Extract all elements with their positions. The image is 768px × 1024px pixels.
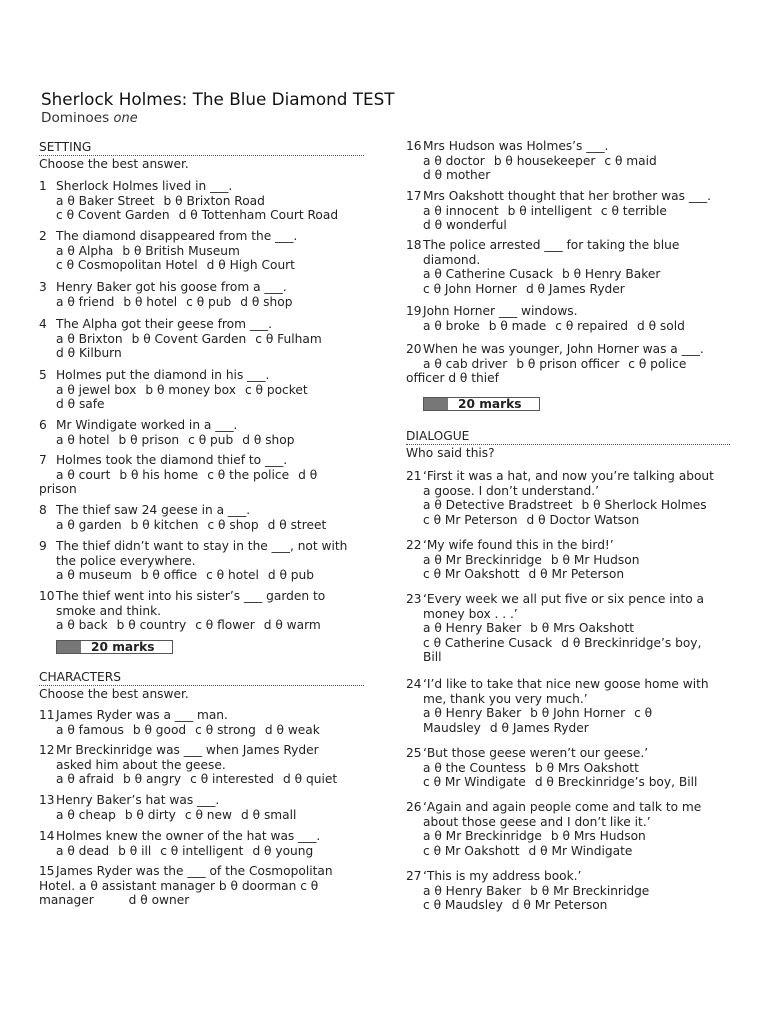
question-23 <box>406 592 730 665</box>
series-level: one <box>113 111 138 126</box>
answer-option[interactable]: d θ wonderful <box>423 218 507 232</box>
question-21 <box>406 469 730 527</box>
answer-options-row <box>56 772 364 787</box>
answer-option[interactable]: c θ Mr Oakshott <box>423 843 520 858</box>
answer-option[interactable]: a θ garden <box>56 517 122 532</box>
answer-option[interactable]: a θ Alpha <box>56 243 114 258</box>
question-text: Mrs Oakshott thought that her brother was ___. <box>423 189 711 203</box>
answer-option[interactable]: b θ British Museum <box>122 243 240 258</box>
answer-options-row <box>423 154 730 169</box>
answer-options-row <box>423 357 730 372</box>
question-number: 6 <box>39 418 47 432</box>
question-text: ‘But those geese weren’t our geese.’ <box>423 746 649 760</box>
question-number: 1 <box>39 179 47 193</box>
answer-options-row <box>423 168 730 183</box>
answer-options-row <box>423 567 730 582</box>
answer-options-row <box>423 721 730 736</box>
answer-options-row <box>56 397 364 412</box>
answer-option[interactable]: a θ doctor <box>423 153 485 168</box>
answer-option[interactable]: d θ weak <box>264 722 320 737</box>
question-text: Mr Breckinridge was ___ when James Ryder <box>56 743 319 757</box>
question-17 <box>406 189 730 233</box>
question-11 <box>39 708 364 737</box>
question-text: James Ryder was a ___ man. <box>56 708 228 722</box>
question-text: ‘First it was a hat, and now you’re talking about <box>423 469 714 483</box>
answer-options-row <box>423 621 730 636</box>
marks-label-setting: 20 marks <box>91 640 155 654</box>
question-18 <box>406 238 730 296</box>
answer-option-tail[interactable]: officer d θ thief <box>406 371 499 385</box>
answer-option[interactable]: b θ dirty <box>124 807 176 822</box>
answer-option[interactable]: c θ the police <box>207 467 290 482</box>
answer-option[interactable]: d θ Mr Peterson <box>511 898 608 912</box>
answer-options-row <box>56 295 364 310</box>
answer-options-row <box>423 650 730 665</box>
question-22 <box>406 538 730 582</box>
question-number: 18 <box>406 238 422 252</box>
answer-option[interactable]: d θ small <box>241 807 297 822</box>
answer-option[interactable]: a θ afraid <box>56 772 115 786</box>
question-number: 22 <box>406 538 422 552</box>
answer-option[interactable]: b θ Sherlock Holmes <box>581 498 707 512</box>
answer-option[interactable]: d θ shop <box>240 294 293 309</box>
answer-option[interactable]: c θ Maudsley <box>423 898 503 912</box>
question-number: 13 <box>39 793 55 807</box>
answer-option[interactable]: c θ hotel <box>206 568 259 582</box>
answer-options-row <box>56 568 364 583</box>
answer-option[interactable]: b θ John Horner <box>530 706 626 720</box>
question-2 <box>39 229 364 273</box>
answer-option[interactable]: b θ kitchen <box>130 517 199 532</box>
answer-option[interactable]: d θ <box>298 467 318 482</box>
question-text: Holmes took the diamond thief to ___. <box>56 453 288 467</box>
answer-options-row <box>56 618 364 633</box>
answer-option[interactable]: d θ sold <box>636 318 685 333</box>
question-number: 21 <box>406 469 422 483</box>
question-number: 10 <box>39 589 55 603</box>
answer-option[interactable]: a θ court <box>56 467 111 482</box>
answer-options-row <box>56 844 364 859</box>
question-text: the police everywhere. <box>56 553 196 568</box>
answer-option[interactable]: b θ Henry Baker <box>561 267 661 281</box>
answer-option[interactable]: a θ friend <box>56 294 115 309</box>
answer-options-row <box>423 636 730 651</box>
question-text: The thief didn’t want to stay in the ___, not with <box>56 539 348 553</box>
answer-option[interactable]: b θ his home <box>119 467 199 482</box>
section-heading-setting: SETTING <box>39 140 364 156</box>
answer-option[interactable]: b θ made <box>488 318 547 333</box>
question-19 <box>406 304 730 333</box>
answer-option[interactable]: d θ Kilburn <box>56 346 122 360</box>
answer-options-row <box>56 258 364 273</box>
answer-option[interactable]: c θ pub <box>188 432 234 447</box>
answer-option[interactable]: d θ safe <box>56 397 105 411</box>
answer-option[interactable]: d θ Tottenham Court Road <box>178 208 339 222</box>
answer-options-row <box>56 518 364 533</box>
answer-options-flow[interactable]: Hotel. a θ assistant manager b θ doorman c θ <box>39 878 319 893</box>
question-number: 3 <box>39 280 47 294</box>
answer-option[interactable]: b θ office <box>140 568 198 582</box>
question-number: 17 <box>406 189 422 203</box>
answer-option[interactable]: c θ John Horner <box>423 281 517 296</box>
answer-option[interactable]: c θ new <box>184 807 232 822</box>
answer-option[interactable]: a θ back <box>56 618 108 632</box>
question-number: 4 <box>39 317 47 331</box>
question-9 <box>39 539 364 583</box>
answer-option[interactable]: a θ museum <box>56 568 132 582</box>
answer-option[interactable]: a θ innocent <box>423 203 499 218</box>
question-8 <box>39 503 364 532</box>
question-number: 12 <box>39 743 55 757</box>
question-text: ‘Every week we all put five or six pence into a <box>423 592 704 606</box>
answer-option[interactable]: d θ Doctor Watson <box>526 512 640 527</box>
answer-option[interactable]: b θ Covent Garden <box>131 331 247 346</box>
question-1 <box>39 179 364 223</box>
question-25 <box>406 746 730 790</box>
question-number: 15 <box>39 864 55 878</box>
marks-box-right <box>423 397 540 411</box>
instruction-setting: Choose the best answer. <box>39 157 189 171</box>
answer-option[interactable]: a θ cheap <box>56 807 116 822</box>
answer-option[interactable]: a θ famous <box>56 722 124 737</box>
answer-option[interactable]: c θ Fulham <box>255 331 322 346</box>
instruction-characters: Choose the best answer. <box>39 687 189 701</box>
answer-option[interactable]: a θ Henry Baker <box>423 706 522 720</box>
answer-option[interactable]: c θ pub <box>186 294 232 309</box>
answer-options-row <box>423 706 730 721</box>
answer-option[interactable]: a θ hotel <box>56 432 110 447</box>
answer-option[interactable]: b θ ill <box>118 843 152 858</box>
answer-option[interactable]: b θ prison officer <box>516 356 620 371</box>
question-12 <box>39 743 364 787</box>
answer-option[interactable]: a θ jewel box <box>56 382 137 397</box>
question-3 <box>39 280 364 309</box>
answer-option[interactable]: c θ shop <box>207 517 259 532</box>
answer-options-row <box>423 218 730 233</box>
answer-option[interactable]: b θ intelligent <box>507 203 592 218</box>
question-number: 23 <box>406 592 422 606</box>
page-title: Sherlock Holmes: The Blue Diamond TEST <box>41 89 395 109</box>
answer-option[interactable]: d θ High Court <box>206 258 295 272</box>
answer-options-row <box>56 723 364 738</box>
answer-option[interactable]: d θ mother <box>423 168 491 182</box>
question-7 <box>39 453 364 497</box>
answer-option[interactable]: b θ good <box>132 722 187 737</box>
question-text: James Ryder was the ___ of the Cosmopolitan <box>56 864 333 878</box>
answer-option[interactable]: a θ Brixton <box>56 331 123 346</box>
answer-option[interactable]: b θ Mrs Oakshott <box>530 621 635 635</box>
answer-options-row <box>56 383 364 398</box>
question-text: smoke and think. <box>56 603 162 618</box>
answer-options-row <box>423 898 730 913</box>
answer-option[interactable]: c θ Cosmopolitan Hotel <box>56 258 198 272</box>
question-number: 16 <box>406 139 422 153</box>
answer-option[interactable]: c θ pocket <box>244 382 308 397</box>
question-text: Holmes knew the owner of the hat was ___. <box>56 829 321 843</box>
question-number: 11 <box>39 708 55 722</box>
question-number: 7 <box>39 453 47 467</box>
answer-option[interactable]: a θ Baker Street <box>56 193 155 208</box>
answer-option[interactable]: d θ Breckinridge’s boy, <box>561 635 702 650</box>
answer-option[interactable]: d θ pub <box>267 568 314 582</box>
answer-option[interactable]: a θ broke <box>423 318 480 333</box>
answer-option[interactable]: b θ Mr Hudson <box>550 552 640 567</box>
answer-option[interactable]: d θ Mr Peterson <box>528 567 625 581</box>
question-number: 14 <box>39 829 55 843</box>
question-text: The thief went into his sister’s ___ garden to <box>56 589 326 603</box>
section-heading-dialogue: DIALOGUE <box>406 429 730 445</box>
question-text: money box . . .’ <box>423 606 518 621</box>
question-number: 2 <box>39 229 47 243</box>
answer-options-row <box>423 844 730 859</box>
answer-option[interactable]: c θ strong <box>195 722 256 737</box>
answer-options-row <box>423 319 730 334</box>
question-13 <box>39 793 364 822</box>
answer-option[interactable]: c θ interested <box>190 772 275 786</box>
answer-option[interactable]: Bill <box>423 650 442 664</box>
question-text: ‘My wife found this in the bird!’ <box>423 538 614 552</box>
question-text: Holmes put the diamond in his ___. <box>56 368 270 382</box>
answer-option-tail[interactable]: prison <box>39 482 77 496</box>
question-text: Mr Windigate worked in a ___. <box>56 418 238 432</box>
answer-options-row <box>56 346 364 361</box>
answer-option[interactable]: a θ Henry Baker <box>423 883 522 898</box>
answer-options-row <box>56 433 364 448</box>
answer-options-row <box>423 282 730 297</box>
answer-options-row <box>56 808 364 823</box>
question-number: 20 <box>406 342 422 356</box>
answer-options-row <box>423 204 730 219</box>
question-5 <box>39 368 364 412</box>
answer-option[interactable]: b θ money box <box>145 382 236 397</box>
answer-options-row <box>56 332 364 347</box>
question-text: The diamond disappeared from the ___. <box>56 229 298 243</box>
question-text: ‘Again and again people come and talk to me <box>423 800 702 814</box>
answer-option[interactable]: d θ warm <box>263 618 321 632</box>
question-16 <box>406 139 730 183</box>
answer-options-row <box>423 553 730 568</box>
question-text: Mrs Hudson was Holmes’s ___. <box>423 139 609 153</box>
answer-options-row <box>423 513 730 528</box>
answer-options-row <box>423 884 730 899</box>
answer-options-row <box>423 829 730 844</box>
answer-option[interactable]: d θ James Ryder <box>489 720 589 735</box>
question-number: 8 <box>39 503 47 517</box>
answer-option[interactable]: a θ Henry Baker <box>423 621 522 635</box>
answer-option[interactable]: c θ Mr Windigate <box>423 775 526 789</box>
question-text: Henry Baker’s hat was ___. <box>56 793 220 807</box>
answer-option[interactable]: b θ country <box>116 618 187 632</box>
question-27 <box>406 869 730 913</box>
question-6 <box>39 418 364 447</box>
answer-option[interactable]: d θ street <box>267 517 327 532</box>
series-name: Dominoes <box>41 110 110 126</box>
question-number: 24 <box>406 677 422 691</box>
answer-option[interactable]: b θ angry <box>123 772 182 786</box>
answer-option[interactable]: d θ James Ryder <box>525 281 625 296</box>
marks-fill <box>57 641 81 653</box>
answer-option[interactable]: a θ Mr Breckinridge <box>423 829 542 843</box>
answer-options-row <box>56 208 364 223</box>
answer-option[interactable]: c θ Mr Oakshott <box>423 567 520 581</box>
question-text: a goose. I don’t understand.’ <box>423 483 599 498</box>
answer-option[interactable]: d θ shop <box>242 432 295 447</box>
question-26 <box>406 800 730 858</box>
question-text: The Alpha got their geese from ___. <box>56 317 273 331</box>
answer-option[interactable]: a θ Mr Breckinridge <box>423 552 542 567</box>
marks-box-setting <box>56 640 173 654</box>
answer-option[interactable]: c θ Covent Garden <box>56 208 170 222</box>
page-subtitle <box>41 110 441 127</box>
answer-option[interactable]: Maudsley <box>423 720 481 735</box>
question-20 <box>406 342 730 386</box>
answer-option[interactable]: b θ housekeeper <box>493 153 596 168</box>
answer-option[interactable]: c θ flower <box>195 618 255 632</box>
answer-options-row <box>56 244 364 259</box>
question-text: ‘I’d like to take that nice new goose home with <box>423 677 709 691</box>
question-14 <box>39 829 364 858</box>
answer-option[interactable]: d θ young <box>252 843 314 858</box>
answer-option[interactable]: d θ Mr Windigate <box>528 843 633 858</box>
answer-option[interactable]: a θ dead <box>56 843 110 858</box>
question-text: me, thank you very much.’ <box>423 691 588 706</box>
answer-option[interactable]: b θ hotel <box>123 294 178 309</box>
answer-option[interactable]: c θ <box>634 706 653 720</box>
question-10 <box>39 589 364 633</box>
answer-option[interactable]: c θ Catherine Cusack <box>423 635 553 650</box>
answer-option[interactable]: a θ cab driver <box>423 356 508 371</box>
answer-option[interactable]: b θ Mrs Oakshott <box>534 760 639 775</box>
question-text: John Horner ___ windows. <box>423 304 578 318</box>
question-text: The police arrested ___ for taking the blue <box>423 238 680 252</box>
answer-options-flow[interactable]: manager d θ owner <box>39 893 190 907</box>
question-number: 9 <box>39 539 47 553</box>
marks-fill <box>424 398 448 410</box>
answer-options-row <box>56 468 364 483</box>
section-heading-characters: CHARACTERS <box>39 670 364 686</box>
answer-option[interactable]: c θ police <box>628 356 687 371</box>
question-text: When he was younger, John Horner was a ___. <box>423 342 704 356</box>
answer-option[interactable]: b θ Mr Breckinridge <box>530 883 650 898</box>
answer-options-row <box>423 775 730 790</box>
answer-options-row <box>423 498 730 513</box>
answer-option[interactable]: a θ the Countess <box>423 760 526 775</box>
question-number: 27 <box>406 869 422 883</box>
question-text: about those geese and I don’t like it.’ <box>423 814 651 829</box>
answer-options-row <box>423 267 730 282</box>
answer-option[interactable]: b θ Brixton Road <box>163 193 265 208</box>
answer-option[interactable]: d θ quiet <box>283 772 338 786</box>
question-text: asked him about the geese. <box>56 757 226 772</box>
question-text: ‘This is my address book.’ <box>423 869 582 883</box>
question-text: diamond. <box>423 252 481 267</box>
question-number: 25 <box>406 746 422 760</box>
question-15 <box>39 864 364 908</box>
answer-option[interactable]: b θ Mrs Hudson <box>550 829 646 843</box>
question-text: Henry Baker got his goose from a ___. <box>56 280 287 294</box>
answer-option[interactable]: b θ prison <box>118 432 180 447</box>
marks-label-right: 20 marks <box>458 397 522 411</box>
answer-option[interactable]: c θ maid <box>604 153 657 168</box>
answer-option[interactable]: c θ repaired <box>555 318 628 333</box>
instruction-dialogue: Who said this? <box>406 446 495 460</box>
answer-option[interactable]: c θ Mr Peterson <box>423 512 518 527</box>
question-number: 26 <box>406 800 422 814</box>
test-header <box>41 89 441 127</box>
question-4 <box>39 317 364 361</box>
question-number: 19 <box>406 304 422 318</box>
question-text: The thief saw 24 geese in a ___. <box>56 503 251 517</box>
question-24 <box>406 677 730 735</box>
question-number: 5 <box>39 368 47 382</box>
answer-option[interactable]: c θ terrible <box>600 203 667 218</box>
answer-option[interactable]: a θ Catherine Cusack <box>423 267 553 281</box>
answer-option[interactable]: d θ Breckinridge’s boy, Bill <box>534 775 698 789</box>
answer-option[interactable]: a θ Detective Bradstreet <box>423 498 573 512</box>
answer-options-row <box>423 761 730 776</box>
answer-option[interactable]: c θ intelligent <box>160 843 244 858</box>
question-text: Sherlock Holmes lived in ___. <box>56 179 233 193</box>
answer-options-row <box>56 194 364 209</box>
